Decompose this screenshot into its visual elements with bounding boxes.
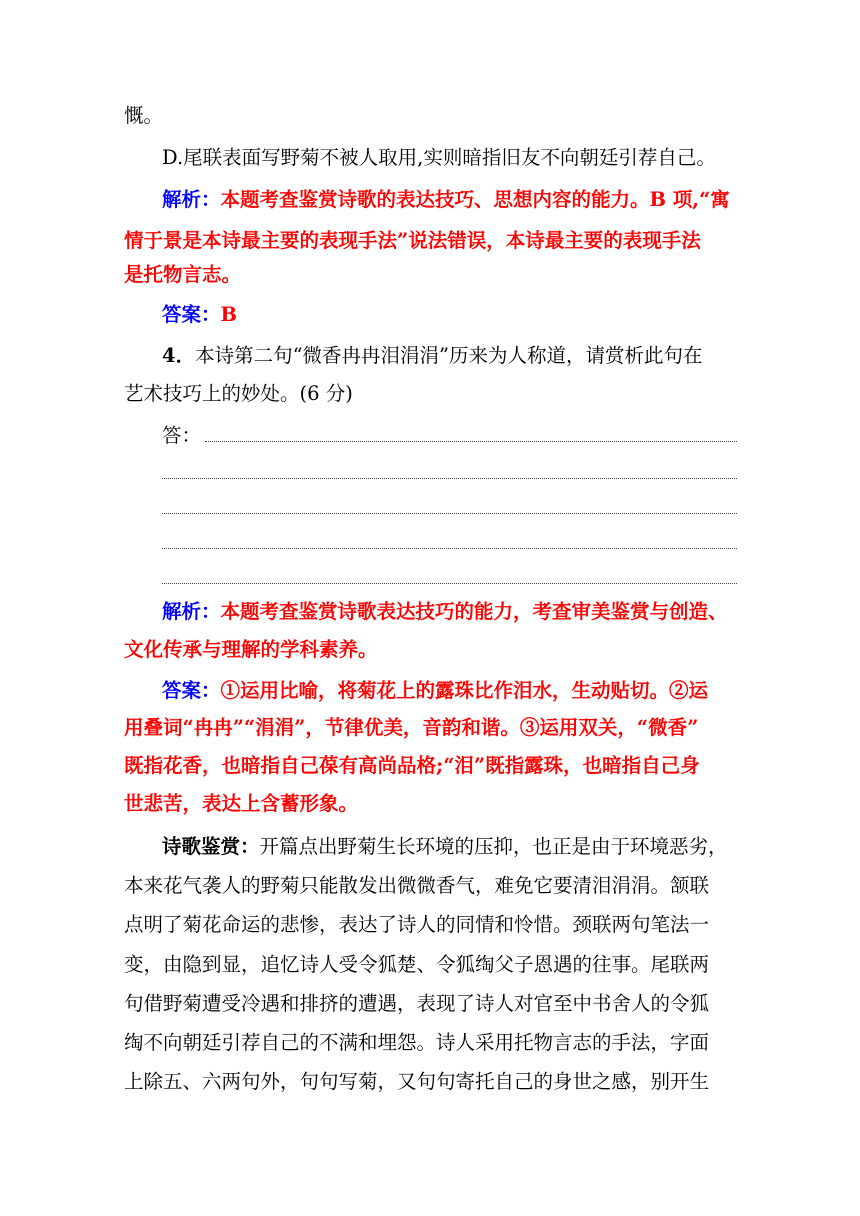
answer-prompt: 答： — [162, 424, 202, 447]
analysis-text: 是托物言志。 — [124, 263, 242, 286]
answer-line — [162, 673, 708, 709]
answer-blank-line — [162, 478, 737, 479]
appreciation-text: 开篇点出野菊生长环境的压抑，也正是由于环境恶劣， — [259, 835, 728, 858]
analysis-text: 情于景是本诗最主要的表现手法”说法错误，本诗最主要的表现手法 — [124, 229, 701, 252]
appreciation-text: 上除五、六两句外，句句写菊，又句句寄托自己的身世之感，别开生 — [124, 1070, 710, 1093]
answer-label: 答案： — [162, 303, 221, 326]
analysis-label: 解析： — [162, 600, 221, 623]
question-number: 4． — [162, 344, 196, 367]
option-d: D.尾联表面写野菊不被人取用,实则暗指旧友不向朝廷引荐自己。 — [162, 146, 716, 169]
answer-blank-line — [162, 583, 737, 584]
analysis-label: 解析： — [162, 188, 221, 211]
appreciation-text: 绹不向朝廷引荐自己的不满和埋怨。诗人采用托物言志的手法，字面 — [124, 1031, 710, 1054]
appreciation-label: 诗歌鉴赏： — [162, 835, 260, 858]
appreciation-text: 变，由隐到显，追忆诗人受令狐楚、令狐绹父子恩遇的往事。尾联两 — [124, 953, 710, 976]
answer-line — [162, 297, 237, 333]
appreciation-text: 本来花气袭人的野菊只能散发出微微香气，难免它要清泪涓涓。颔联 — [124, 874, 710, 897]
answer-blank-line — [162, 548, 737, 549]
appreciation-line — [162, 829, 728, 865]
question-4 — [162, 338, 703, 374]
answer-text: ①运用比喻，将菊花上的露珠比作泪水，生动贴切。②运 — [220, 679, 709, 702]
answer-label: 答案： — [162, 679, 221, 702]
analysis-text: 本题考查鉴赏诗歌表达技巧的能力，考查审美鉴赏与创造、 — [220, 600, 728, 623]
answer-text: 既指花香，也暗指自己葆有高尚品格;“泪”既指露珠，也暗指自己身 — [124, 754, 700, 777]
analysis-text: 本题考查鉴赏诗歌的表达技巧、思想内容的能力。B 项,“寓 — [220, 188, 730, 211]
answer-text: 世悲苦，表达上含蓄形象。 — [124, 792, 359, 815]
answer-blank-line — [162, 513, 737, 514]
text-line: 慨。 — [124, 104, 164, 127]
answer-blank-line — [205, 441, 737, 442]
answer-text: B — [220, 303, 237, 326]
analysis-line — [162, 594, 728, 630]
appreciation-text: 点明了菊花命运的悲惨，表达了诗人的同情和怜惜。颈联两句笔法一 — [124, 913, 710, 936]
analysis-line — [162, 182, 730, 218]
question-text: 艺术技巧上的妙处。(6 分) — [124, 382, 353, 405]
analysis-text: 文化传承与理解的学科素养。 — [124, 638, 378, 661]
appreciation-text: 句借野菊遭受冷遇和排挤的遭遇，表现了诗人对官至中书舍人的令狐 — [124, 992, 710, 1015]
answer-text: 用叠词“冉冉”“涓涓”，节律优美，音韵和谐。③运用双关，“微香” — [124, 716, 699, 739]
question-text: 本诗第二句“微香冉冉泪涓涓”历来为人称道，请赏析此句在 — [195, 344, 703, 367]
